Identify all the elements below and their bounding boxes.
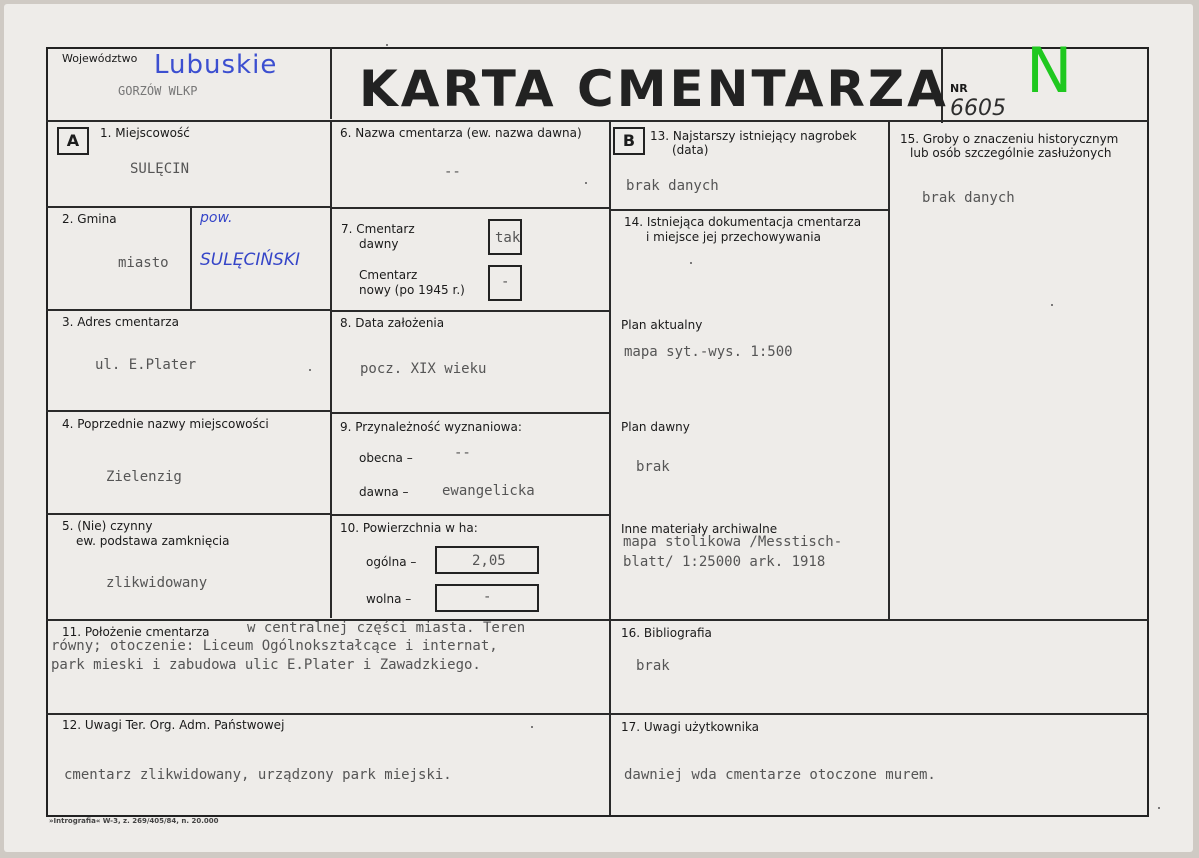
f10-ogolna-value: 2,05 [472, 553, 506, 569]
f17-label: 17. Uwagi użytkownika [621, 720, 760, 734]
f8-value: pocz. XIX wieku [360, 361, 487, 377]
f3-label: 3. Adres cmentarza [62, 315, 179, 329]
f7-nowy-box [488, 265, 522, 301]
f7-nowy-label-2: nowy (po 1945 r.) [359, 283, 465, 297]
f9-obecna-label: obecna – [359, 451, 413, 465]
nr-value: 6605 [950, 96, 1006, 121]
nr-label: NR [950, 82, 968, 95]
f4-label: 4. Poprzednie nazwy miejscowości [62, 417, 269, 431]
f14-inne-label: Inne materiały archiwalne [621, 522, 778, 536]
f14-plan-dawny-value: brak [636, 459, 670, 475]
f16-value: brak [636, 658, 670, 674]
wojewodztwo-label: Województwo [62, 52, 138, 65]
page-title: KARTA CMENTARZA [359, 60, 949, 118]
f14-label-2: i miejsce jej przechowywania [646, 230, 821, 244]
f10-ogolna-label: ogólna – [366, 555, 417, 569]
f2-pow-label: pow. [200, 210, 233, 226]
speck [585, 182, 587, 184]
speck [690, 262, 692, 264]
f6-value: -- [444, 164, 461, 180]
f7-dawny-value: tak [495, 230, 521, 246]
f16-label: 16. Bibliografia [621, 626, 712, 640]
f11-line-2: równy; otoczenie: Liceum Ogólnokształcące i internat, [51, 638, 498, 654]
f13-label-1: 13. Najstarszy istniejący nagrobek [650, 129, 857, 143]
f10-wolna-box [435, 584, 539, 612]
nr-mark: N [1026, 34, 1073, 107]
f14-inne-line-2: blatt/ 1:25000 ark. 1918 [623, 554, 826, 570]
f4-value: Zielenzig [106, 469, 182, 485]
f5-label-2: ew. podstawa zamknięcia [76, 534, 230, 548]
f7-nowy-value: - [501, 274, 510, 290]
f3-value: ul. E.Plater [95, 357, 197, 373]
speck [309, 369, 311, 371]
f7-dawny-label-2: dawny [359, 237, 399, 251]
footer-imprint: »Intrografia« W-3, z. 269/405/84, n. 20.000 [49, 817, 219, 825]
f7-nowy-label-1: Cmentarz [359, 268, 418, 282]
speck [386, 44, 388, 46]
f9-label: 9. Przynależność wyznaniowa: [340, 420, 522, 434]
f14-inne-line-1: mapa stolikowa /Messtisch- [623, 534, 843, 550]
form-frame [46, 47, 1149, 817]
f14-plan-aktualny-label: Plan aktualny [621, 318, 703, 332]
f8-label: 8. Data założenia [340, 316, 445, 330]
f12-value: cmentarz zlikwidowany, urządzony park miejski. [64, 767, 452, 783]
f11-label: 11. Położenie cmentarza [62, 625, 210, 639]
f6-label: 6. Nazwa cmentarza (ew. nazwa dawna) [340, 126, 582, 140]
f9-dawna-label: dawna – [359, 485, 409, 499]
f7-dawny-box [488, 219, 522, 255]
f14-plan-dawny-label: Plan dawny [621, 420, 690, 434]
section-b-box: B [613, 127, 645, 155]
f17-value: dawniej wda cmentarze otoczone murem. [624, 767, 936, 783]
cemetery-card [4, 4, 1193, 852]
f9-obecna-value: -- [454, 445, 471, 461]
f10-wolna-label: wolna – [366, 592, 412, 606]
f13-value: brak danych [626, 178, 719, 194]
section-a-box: A [57, 127, 89, 155]
f5-value: zlikwidowany [106, 575, 208, 591]
wojewodztwo-stamp: Lubuskie [154, 50, 278, 80]
f10-ogolna-box [435, 546, 539, 574]
f7-dawny-label-1: 7. Cmentarz [341, 222, 415, 236]
speck [1051, 304, 1053, 306]
f15-value: brak danych [922, 190, 1015, 206]
f15-label-1: 15. Groby o znaczeniu historycznym [900, 132, 1119, 146]
f15-label-2: lub osób szczególnie zasłużonych [910, 146, 1112, 160]
speck [1158, 807, 1160, 809]
f1-value: SULĘCIN [130, 161, 190, 177]
f11-line-3: park mieski i zabudowa ulic E.Plater i Zawadzkiego. [51, 657, 481, 673]
f2-pow-value: SULĘCIŃSKI [200, 250, 300, 270]
f9-dawna-value: ewangelicka [442, 483, 535, 499]
f10-wolna-value: - [483, 589, 492, 605]
f12-label: 12. Uwagi Ter. Org. Adm. Państwowej [62, 718, 285, 732]
f11-line-1: w centralnej części miasta. Teren [247, 620, 526, 636]
f14-plan-aktualny-value: mapa syt.-wys. 1:500 [624, 344, 793, 360]
speck [531, 726, 533, 728]
f14-label-1: 14. Istniejąca dokumentacja cmentarza [624, 215, 862, 229]
f2-label: 2. Gmina [62, 212, 117, 226]
f5-label-1: 5. (Nie) czynny [62, 519, 153, 533]
wojewodztwo-typed: GORZÓW WLKP [118, 84, 198, 98]
f13-label-2: (data) [672, 143, 709, 157]
f2-value: miasto [118, 255, 169, 271]
f1-label: 1. Miejscowość [100, 126, 190, 140]
f10-label: 10. Powierzchnia w ha: [340, 521, 478, 535]
